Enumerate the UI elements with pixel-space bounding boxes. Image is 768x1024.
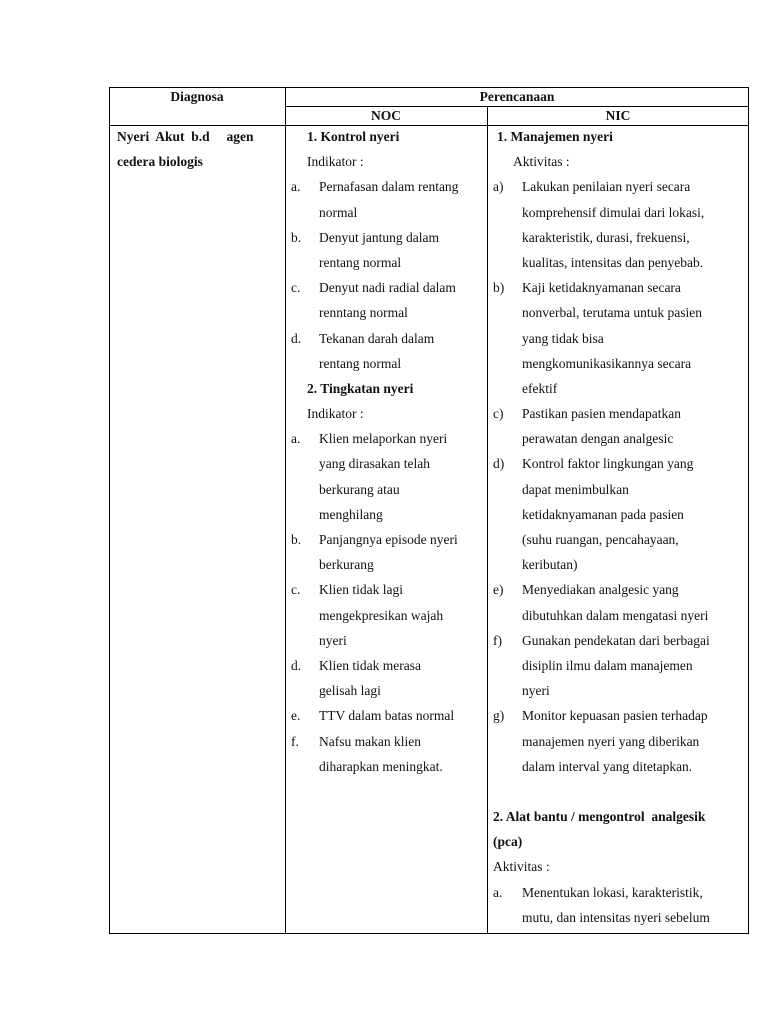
noc-s2-item-3-line-3 — [291, 628, 485, 653]
noc-cell — [291, 124, 485, 779]
nic-s1-item-marker: f) — [493, 632, 502, 648]
noc-s2-item-text: yang dirasakan telah — [319, 456, 430, 472]
noc-s2-item-2-line-1 — [291, 527, 485, 552]
nic-s1-item-7-line-3 — [493, 754, 747, 779]
header-nic: NIC — [605, 108, 631, 123]
blank-line — [493, 779, 747, 804]
nic-s1-item-4-line-5 — [493, 552, 747, 577]
noc-s2-item-marker: c. — [291, 582, 301, 598]
noc-s2-item-text: Panjangnya episode nyeri — [319, 532, 458, 547]
noc-s1-item-4-line-2 — [291, 351, 485, 376]
noc-s2-item-text: Nafsu makan klien — [319, 733, 421, 749]
nic-s1-item-4-line-3 — [493, 502, 747, 527]
noc-section-2-indikator: Indikator : — [307, 406, 364, 422]
nic-s1-item-6-line-1 — [493, 628, 747, 653]
diagnosa-cell — [117, 124, 282, 174]
noc-s2-item-marker: b. — [291, 532, 302, 547]
noc-s2-item-text: berkurang — [319, 557, 374, 573]
header-noc: NOC — [371, 108, 401, 123]
nic-s1-item-1-line-2 — [493, 200, 747, 225]
nic-s1-item-2-line-4 — [493, 351, 747, 376]
noc-s2-item-1-line-1 — [291, 426, 485, 451]
nic-s1-item-text: keributan) — [522, 557, 578, 573]
noc-s2-item-text: menghilang — [319, 506, 383, 522]
nic-s2-item-text: Menentukan lokasi, karakteristik, — [522, 884, 703, 900]
nic-s1-item-2-line-2 — [493, 300, 747, 325]
nic-s1-item-text: dalam interval yang ditetapkan. — [522, 758, 693, 774]
nic-section-2-title-line-2: (pca) — [493, 834, 523, 850]
nic-s1-item-text: Lakukan penilaian nyeri secara — [522, 179, 691, 195]
nic-s1-item-3-line-2 — [493, 426, 747, 451]
noc-s1-item-4-line-1 — [291, 326, 485, 351]
nic-s1-item-text: komprehensif dimulai dari lokasi, — [522, 204, 705, 220]
nic-s1-item-text: ketidaknyamanan pada pasien — [522, 506, 684, 522]
noc-s2-item-1-line-4 — [291, 502, 485, 527]
noc-s1-item-marker: a. — [291, 179, 301, 195]
nic-s1-item-4-line-1 — [493, 451, 747, 476]
noc-s2-item-5-line-1 — [291, 703, 485, 728]
noc-s1-item-marker: b. — [291, 229, 302, 245]
nic-section-2-title-line-1: 2. Alat bantu / mengontrol analgesik — [493, 809, 706, 825]
nic-s2-item-marker: a. — [493, 884, 503, 900]
noc-s2-item-text: gelisah lagi — [319, 683, 381, 699]
nic-s1-item-2-line-1 — [493, 275, 747, 300]
nic-s1-item-marker: d) — [493, 456, 505, 472]
noc-s1-item-2-line-2 — [291, 250, 485, 275]
nic-s1-item-text: Kaji ketidaknyamanan secara — [522, 280, 681, 296]
noc-s1-item-1-line-2 — [291, 200, 485, 225]
nic-s1-item-1-line-3 — [493, 225, 747, 250]
nic-s1-item-text: yang tidak bisa — [522, 330, 604, 346]
noc-s1-item-text: Pernafasan dalam rentang — [319, 179, 459, 195]
noc-s1-item-text: renntang normal — [319, 305, 408, 321]
noc-s1-item-2-line-1 — [291, 225, 485, 250]
nic-s1-item-text: Pastikan pasien mendapatkan — [522, 406, 681, 422]
noc-s1-item-marker: c. — [291, 280, 301, 296]
noc-s2-item-marker: e. — [291, 708, 301, 724]
nic-s2-item-1-line-2 — [493, 905, 747, 930]
nic-s1-item-4-line-4 — [493, 527, 747, 552]
nic-s1-item-text: dibutuhkan dalam mengatasi nyeri — [522, 607, 709, 623]
nic-s1-item-6-line-3 — [493, 678, 747, 703]
nic-s1-item-text: dapat menimbulkan — [522, 481, 629, 497]
noc-s2-item-3-line-2 — [291, 603, 485, 628]
noc-s2-item-4-line-1 — [291, 653, 485, 678]
noc-s2-item-6-line-2 — [291, 754, 485, 779]
nic-s1-item-text: Gunakan pendekatan dari berbagai — [522, 632, 710, 648]
nic-s1-item-text: nonverbal, terutama untuk pasien — [522, 305, 702, 321]
noc-s1-item-marker: d. — [291, 330, 302, 346]
noc-s2-item-2-line-2 — [291, 552, 485, 577]
col-divider-diagnosa — [285, 87, 286, 934]
noc-s2-item-text: berkurang atau — [319, 481, 400, 497]
noc-section-1-title: 1. Kontrol nyeri — [307, 129, 400, 144]
diagnosa-line-2: cedera biologis — [117, 154, 203, 170]
nic-s1-item-1-line-1 — [493, 174, 747, 199]
noc-s2-item-text: Klien tidak merasa — [319, 657, 421, 673]
nic-s1-item-4-line-2 — [493, 477, 747, 502]
nic-s2-item-1-line-1 — [493, 880, 747, 905]
noc-s1-item-1-line-1 — [291, 174, 485, 199]
nic-s1-item-text: mengkomunikasikannya secara — [522, 355, 692, 371]
col-divider-noc-nic — [487, 106, 488, 934]
nic-s1-item-6-line-2 — [493, 653, 747, 678]
header-perencanaan: Perencanaan — [479, 89, 555, 104]
noc-s1-item-text: normal — [319, 204, 358, 220]
nic-s1-item-text: manajemen nyeri yang diberikan — [522, 733, 700, 749]
noc-section-1-indikator: Indikator : — [307, 154, 364, 170]
nic-s1-item-marker: a) — [493, 179, 504, 195]
noc-s2-item-1-line-2 — [291, 451, 485, 476]
noc-s2-item-1-line-3 — [291, 477, 485, 502]
nic-s1-item-marker: g) — [493, 708, 505, 724]
nic-s1-item-7-line-1 — [493, 703, 747, 728]
nic-s2-item-text: mutu, dan intensitas nyeri sebelum — [522, 909, 710, 925]
nic-s1-item-marker: b) — [493, 280, 505, 296]
nic-section-1-aktivitas: Aktivitas : — [513, 154, 570, 170]
nic-s1-item-text: Monitor kepuasan pasien terhadap — [522, 708, 708, 724]
noc-s2-item-marker: f. — [291, 733, 299, 749]
nic-s1-item-text: perawatan dengan analgesic — [522, 431, 674, 447]
noc-s2-item-marker: a. — [291, 431, 301, 447]
nic-s1-item-5-line-1 — [493, 577, 747, 602]
nic-s1-item-3-line-1 — [493, 401, 747, 426]
nic-s1-item-text: Menyediakan analgesic yang — [522, 582, 679, 598]
nic-s1-item-text: Kontrol faktor lingkungan yang — [522, 456, 694, 472]
diagnosa-line-1: Nyeri Akut b.d agen — [117, 129, 254, 144]
nic-s1-item-5-line-2 — [493, 603, 747, 628]
noc-s2-item-text: mengekpresikan wajah — [319, 607, 444, 623]
noc-s1-item-text: Denyut nadi radial dalam — [319, 280, 456, 296]
noc-s2-item-3-line-1 — [291, 577, 485, 602]
nic-s1-item-7-line-2 — [493, 729, 747, 754]
noc-s2-item-text: nyeri — [319, 632, 347, 648]
header-diagnosa: Diagnosa — [170, 89, 224, 104]
nic-s1-item-text: karakteristik, durasi, frekuensi, — [522, 229, 690, 245]
nic-s1-item-text: nyeri — [522, 683, 550, 699]
noc-s2-item-6-line-1 — [291, 729, 485, 754]
nic-s1-item-2-line-5 — [493, 376, 747, 401]
noc-s1-item-text: rentang normal — [319, 254, 402, 270]
noc-s1-item-text: rentang normal — [319, 355, 402, 371]
noc-section-2-title: 2. Tingkatan nyeri — [307, 380, 414, 396]
noc-s2-item-text: Klien melaporkan nyeri — [319, 431, 448, 447]
nic-s1-item-text: disiplin ilmu dalam manajemen — [522, 657, 693, 673]
nic-s1-item-marker: c) — [493, 406, 504, 422]
nic-s1-item-text: (suhu ruangan, pencahayaan, — [522, 532, 679, 547]
noc-s1-item-3-line-1 — [291, 275, 485, 300]
noc-s2-item-marker: d. — [291, 657, 302, 673]
noc-s1-item-text: Tekanan darah dalam — [319, 330, 435, 346]
nic-section-1-title: 1. Manajemen nyeri — [497, 129, 613, 144]
noc-s1-item-text: Denyut jantung dalam — [319, 229, 439, 245]
noc-s2-item-text: diharapkan meningkat. — [319, 758, 443, 774]
noc-s2-item-text: TTV dalam batas normal — [319, 708, 455, 724]
noc-s2-item-text: Klien tidak lagi — [319, 582, 403, 598]
nic-section-2-aktivitas: Aktivitas : — [493, 859, 550, 875]
nic-s1-item-text: efektif — [522, 380, 558, 396]
nic-s1-item-2-line-3 — [493, 326, 747, 351]
nic-cell — [493, 124, 747, 930]
noc-s2-item-4-line-2 — [291, 678, 485, 703]
nic-s1-item-text: kualitas, intensitas dan penyebab. — [522, 254, 704, 270]
nic-s1-item-1-line-4 — [493, 250, 747, 275]
noc-s1-item-3-line-2 — [291, 300, 485, 325]
nic-s1-item-marker: e) — [493, 582, 504, 598]
